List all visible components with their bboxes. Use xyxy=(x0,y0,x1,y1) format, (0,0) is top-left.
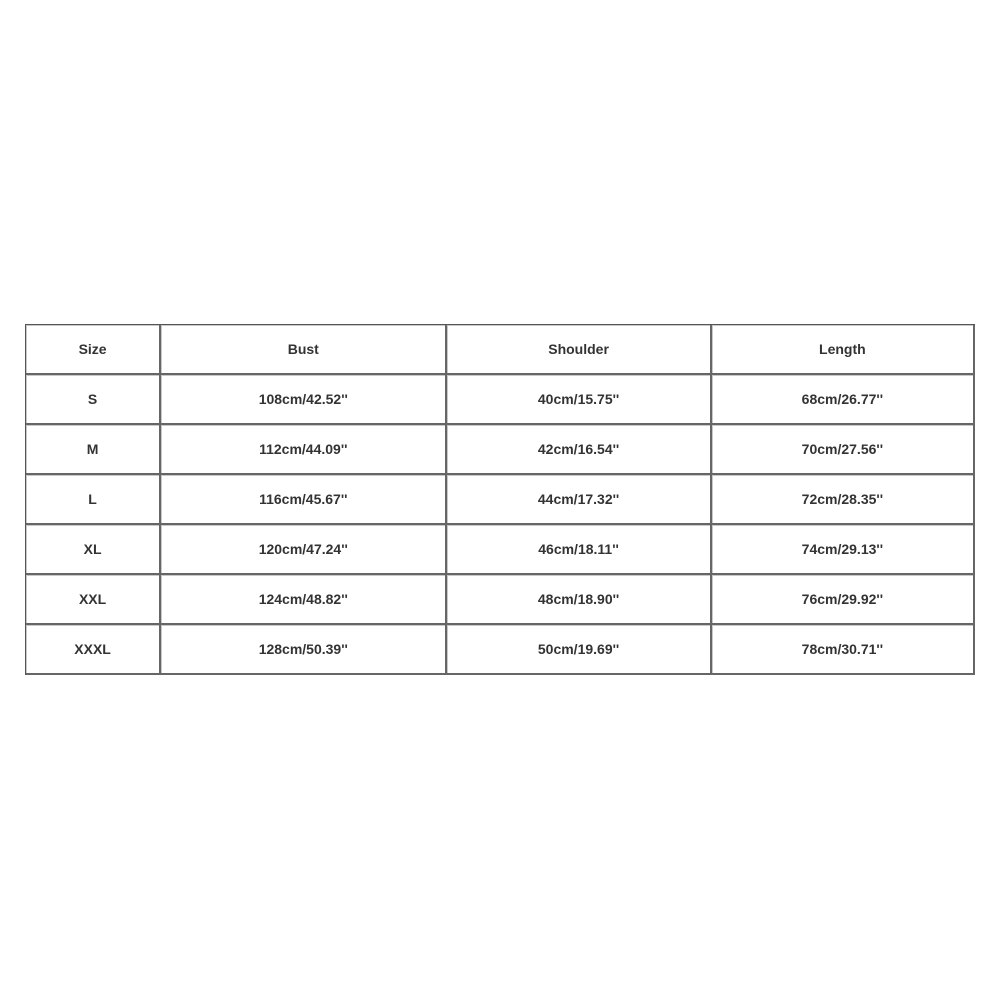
table-row xyxy=(26,425,975,475)
length-cell: 72cm/28.35'' xyxy=(712,475,975,525)
size-cell: S xyxy=(26,375,161,425)
header-length: Length xyxy=(712,325,975,375)
table-row xyxy=(26,375,975,425)
shoulder-cell: 42cm/16.54'' xyxy=(447,425,711,475)
size-cell: XXL xyxy=(26,575,161,625)
shoulder-cell: 48cm/18.90'' xyxy=(447,575,711,625)
bust-cell: 124cm/48.82'' xyxy=(161,575,447,625)
length-cell: 76cm/29.92'' xyxy=(712,575,975,625)
bust-cell: 120cm/47.24'' xyxy=(161,525,447,575)
shoulder-cell: 44cm/17.32'' xyxy=(447,475,711,525)
table-row xyxy=(26,525,975,575)
size-cell: XXXL xyxy=(26,625,161,675)
bust-cell: 112cm/44.09'' xyxy=(161,425,447,475)
shoulder-cell: 40cm/15.75'' xyxy=(447,375,711,425)
size-chart-table xyxy=(25,324,975,675)
bust-cell: 116cm/45.67'' xyxy=(161,475,447,525)
table-row xyxy=(26,475,975,525)
size-cell: M xyxy=(26,425,161,475)
length-cell: 74cm/29.13'' xyxy=(712,525,975,575)
bust-cell: 108cm/42.52'' xyxy=(161,375,447,425)
header-bust: Bust xyxy=(161,325,447,375)
header-size: Size xyxy=(26,325,161,375)
length-cell: 78cm/30.71'' xyxy=(712,625,975,675)
length-cell: 68cm/26.77'' xyxy=(712,375,975,425)
size-cell: L xyxy=(26,475,161,525)
shoulder-cell: 50cm/19.69'' xyxy=(447,625,711,675)
table-header-row xyxy=(26,325,975,375)
bust-cell: 128cm/50.39'' xyxy=(161,625,447,675)
shoulder-cell: 46cm/18.11'' xyxy=(447,525,711,575)
length-cell: 70cm/27.56'' xyxy=(712,425,975,475)
header-shoulder: Shoulder xyxy=(447,325,711,375)
size-cell: XL xyxy=(26,525,161,575)
table-row xyxy=(26,575,975,625)
table-row xyxy=(26,625,975,675)
